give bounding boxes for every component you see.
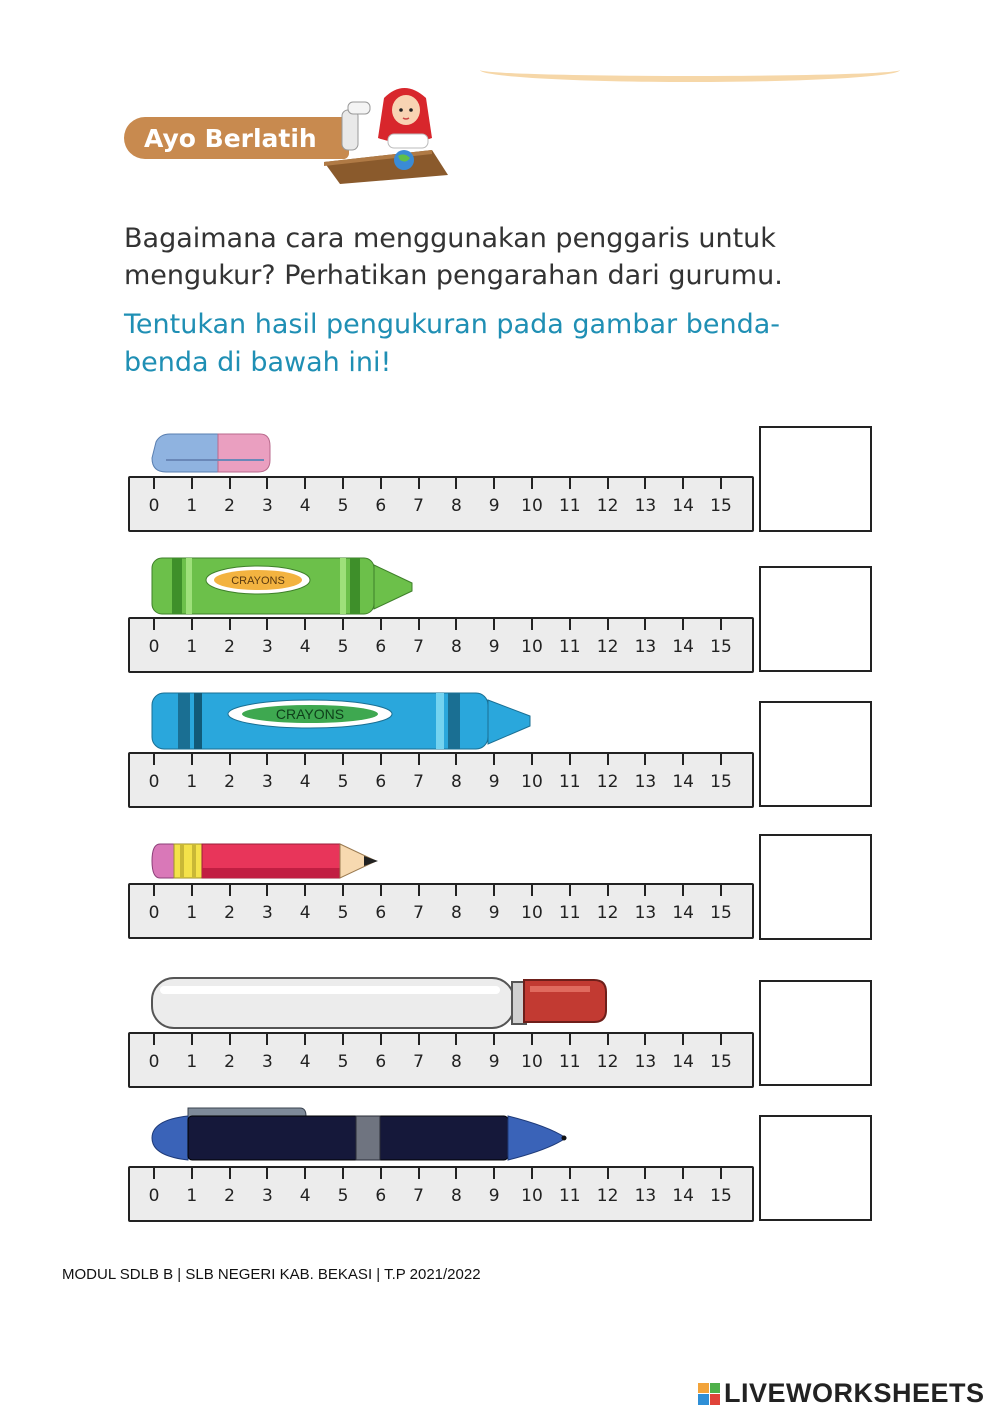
ruler-number: 6 [375,496,387,516]
answer-box-marker[interactable] [759,980,872,1086]
ruler-tick [607,754,609,765]
ruler-tick [455,1034,457,1045]
ruler-tick [531,754,533,765]
ruler-tick [531,1034,533,1045]
ruler-tick [493,885,495,896]
ruler-tick [266,1168,268,1179]
ruler-number: 2 [224,1186,235,1206]
ruler-tick [229,1168,231,1179]
ruler-number: 9 [488,772,500,792]
ruler-number: 2 [224,496,235,516]
ruler-number: 9 [488,903,500,923]
ruler-tick [531,478,533,489]
ruler-tick [569,478,571,489]
ruler [128,476,754,532]
ruler-number: 4 [299,496,311,516]
ruler-tick [191,754,193,765]
footer-text: MODUL SDLB B | SLB NEGERI KAB. BEKASI | T.P 2021/2022 [62,1266,481,1283]
blue-crayon-label: CRAYONS [275,706,345,722]
ruler-number: 11 [558,637,581,657]
ruler-number: 6 [375,1052,387,1072]
ruler-tick [229,885,231,896]
ruler-number: 7 [413,637,424,657]
ruler-number: 8 [450,1186,462,1206]
ruler-number: 11 [558,772,581,792]
ruler-tick [493,754,495,765]
ruler-tick [493,478,495,489]
ruler-number: 6 [375,772,387,792]
ruler-number: 11 [558,1186,581,1206]
brand-name: LIVEWORKSHEETS [724,1378,985,1408]
ruler-number: 6 [375,1186,387,1206]
ruler-tick [569,1168,571,1179]
ruler-tick [682,619,684,630]
ruler-tick [607,1168,609,1179]
ruler-number: 5 [337,1186,349,1206]
ruler-number: 1 [186,772,198,792]
ruler-tick [380,1168,382,1179]
ruler-number: 10 [521,637,543,657]
ruler-tick [153,885,155,896]
ruler-tick [380,619,382,630]
ruler-number: 10 [521,1052,543,1072]
ruler-number: 14 [672,1052,694,1072]
ruler-tick [418,1034,420,1045]
ruler-tick [644,478,646,489]
ruler-tick [342,1034,344,1045]
ruler-number: 12 [596,496,619,516]
ruler-tick [455,885,457,896]
ruler-number: 6 [375,903,387,923]
ruler-number: 9 [488,1186,500,1206]
ruler-tick [720,478,722,489]
ruler-number: 3 [261,772,273,792]
ruler-tick [418,619,420,630]
ruler-tick [153,1168,155,1179]
blue-crayon-image [150,690,540,752]
ruler-number: 5 [337,637,349,657]
ruler-tick [380,885,382,896]
ruler-number: 12 [596,637,619,657]
answer-box-blue-crayon[interactable] [759,701,872,807]
ruler-tick [682,754,684,765]
ruler-number: 5 [337,772,349,792]
ruler [128,752,754,808]
ruler-number: 3 [261,637,273,657]
ruler-tick [682,478,684,489]
ruler [128,883,754,939]
ruler-tick [607,1034,609,1045]
ruler-number: 1 [186,1186,198,1206]
ruler-number: 15 [710,637,732,657]
ruler-tick [455,619,457,630]
green-crayon-image [150,555,425,617]
ruler-number: 4 [299,637,311,657]
ruler-number: 4 [299,1052,311,1072]
ruler-number: 7 [413,1186,424,1206]
answer-box-green-crayon[interactable] [759,566,872,672]
ruler-tick [153,754,155,765]
ruler-tick [342,478,344,489]
ruler-tick [266,1034,268,1045]
ruler-tick [455,754,457,765]
ruler-number: 11 [558,496,581,516]
ruler-number: 3 [261,1052,273,1072]
instruction-text: Bagaimana cara menggunakan penggaris untuk mengukur? Perhatikan pengarahan dari gurumu. [124,223,783,291]
liveworksheets-icon [698,1383,720,1405]
ruler-tick [569,619,571,630]
marker-image [150,972,610,1032]
ruler-number: 13 [634,1186,657,1206]
ruler-tick [644,885,646,896]
ruler-number: 9 [488,1052,500,1072]
ruler-number: 5 [337,903,349,923]
ruler-number: 10 [521,903,543,923]
ruler [128,617,754,673]
ruler-tick [682,1168,684,1179]
ruler-tick [607,478,609,489]
ruler-tick [493,1168,495,1179]
brand-logo [698,1378,985,1409]
ruler-number: 15 [710,772,732,792]
ruler-number: 7 [413,1052,424,1072]
ruler-tick [418,478,420,489]
ruler-tick [304,1168,306,1179]
ruler-tick [531,885,533,896]
ruler-number: 10 [521,772,543,792]
eraser-image [148,430,278,480]
ruler-number: 6 [375,637,387,657]
ruler-tick [720,885,722,896]
ruler-number: 13 [634,772,657,792]
ruler-number: 7 [413,772,424,792]
ruler-tick [682,885,684,896]
ruler-number: 10 [521,496,543,516]
ruler-number: 5 [337,496,349,516]
ruler-tick [229,754,231,765]
ruler-tick [229,619,231,630]
ruler-tick [455,1168,457,1179]
ruler-number: 13 [634,496,657,516]
pencil-image [150,838,385,884]
ruler-number: 8 [450,1052,462,1072]
ruler-tick [418,1168,420,1179]
ruler-number: 15 [710,1052,732,1072]
ruler-number: 3 [261,903,273,923]
ruler-tick [455,478,457,489]
ruler-number: 14 [672,772,694,792]
ruler-tick [569,1034,571,1045]
ruler-tick [229,1034,231,1045]
ruler-number: 13 [634,1052,657,1072]
ruler-tick [266,478,268,489]
ruler-number: 15 [710,496,732,516]
ruler-tick [304,885,306,896]
ruler-number: 12 [596,1052,619,1072]
ruler-tick [493,1034,495,1045]
ruler-tick [644,1034,646,1045]
ruler-number: 8 [450,637,462,657]
ruler-number: 0 [148,637,160,657]
ruler-number: 7 [413,903,424,923]
ruler-number: 0 [148,1186,160,1206]
ruler-tick [720,1168,722,1179]
ruler-tick [191,1168,193,1179]
answer-box-pencil[interactable] [759,834,872,940]
ruler-number: 15 [710,903,732,923]
ruler-tick [229,478,231,489]
ruler-number: 8 [450,903,462,923]
ruler-number: 0 [148,772,160,792]
ruler-number: 11 [558,903,581,923]
ruler-tick [266,754,268,765]
ruler-number: 2 [224,1052,235,1072]
ruler-tick [682,1034,684,1045]
ruler-tick [644,1168,646,1179]
ruler-tick [342,619,344,630]
task-text: Tentukan hasil pengukuran pada gambar benda-benda di bawah ini! [124,309,781,378]
ruler-number: 8 [450,496,462,516]
ruler-number: 14 [672,903,694,923]
answer-box-pen[interactable] [759,1115,872,1221]
ruler-tick [644,754,646,765]
ruler-tick [191,478,193,489]
ruler-tick [493,619,495,630]
ruler-tick [418,754,420,765]
green-crayon-label: CRAYONS [231,575,285,587]
ruler-tick [342,885,344,896]
ruler-tick [380,478,382,489]
ruler-tick [191,1034,193,1045]
ruler-number: 3 [261,496,273,516]
ruler-number: 12 [596,1186,619,1206]
ruler-number: 15 [710,1186,732,1206]
ruler-tick [531,619,533,630]
ruler-number: 14 [672,637,694,657]
ruler-tick [720,619,722,630]
ruler [128,1032,754,1088]
decorative-arc [480,58,900,82]
ruler-tick [304,478,306,489]
ruler-tick [720,754,722,765]
ruler-number: 1 [186,637,198,657]
ruler-number: 12 [596,903,619,923]
ruler-tick [191,619,193,630]
ruler-tick [304,754,306,765]
ruler-tick [266,885,268,896]
ruler-tick [342,754,344,765]
ruler-number: 2 [224,903,235,923]
ruler-number: 0 [148,903,160,923]
ruler-tick [304,1034,306,1045]
ruler-number: 13 [634,637,657,657]
ruler-number: 14 [672,1186,694,1206]
ruler-number: 2 [224,772,235,792]
ruler-tick [607,619,609,630]
ruler-tick [191,885,193,896]
ruler-number: 8 [450,772,462,792]
ruler-number: 4 [299,903,311,923]
ruler-tick [569,885,571,896]
ruler-number: 2 [224,637,235,657]
ruler-number: 10 [521,1186,543,1206]
ruler-number: 4 [299,772,311,792]
ruler-number: 3 [261,1186,273,1206]
ruler-number: 4 [299,1186,311,1206]
ruler-number: 1 [186,1052,198,1072]
ruler-tick [720,1034,722,1045]
ruler-number: 13 [634,903,657,923]
ruler-tick [153,478,155,489]
ruler-number: 0 [148,496,160,516]
ruler-tick [380,1034,382,1045]
ruler-number: 11 [558,1052,581,1072]
ruler-number: 1 [186,496,198,516]
ruler-tick [644,619,646,630]
ruler-number: 9 [488,637,500,657]
ruler-tick [607,885,609,896]
ruler-tick [153,1034,155,1045]
ruler-number: 14 [672,496,694,516]
ruler-tick [304,619,306,630]
ruler-tick [342,1168,344,1179]
ruler-number: 7 [413,496,424,516]
ruler-tick [380,754,382,765]
ruler-tick [531,1168,533,1179]
ruler-number: 9 [488,496,500,516]
ruler-number: 0 [148,1052,160,1072]
ruler-tick [569,754,571,765]
pen-image [150,1102,575,1166]
student-illustration [322,80,452,185]
ruler-number: 5 [337,1052,349,1072]
ruler-number: 1 [186,903,198,923]
ruler [128,1166,754,1222]
answer-box-eraser[interactable] [759,426,872,532]
ruler-tick [153,619,155,630]
section-badge: Ayo Berlatih [124,117,349,159]
ruler-tick [266,619,268,630]
ruler-tick [418,885,420,896]
ruler-number: 12 [596,772,619,792]
